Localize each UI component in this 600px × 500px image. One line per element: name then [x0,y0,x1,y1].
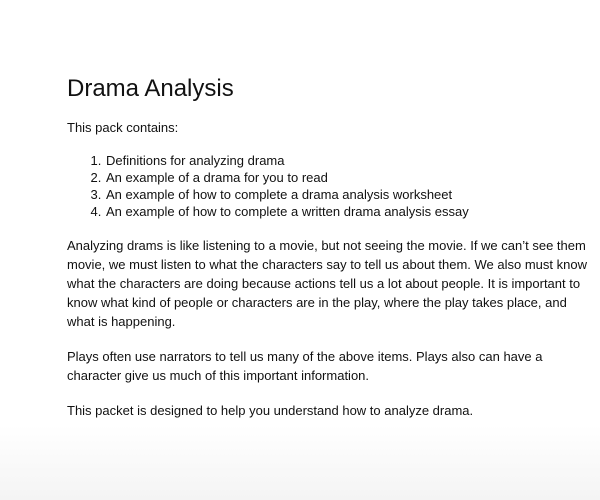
document-title: Drama Analysis [67,75,234,102]
paragraph-analyzing: Analyzing drams is like listening to a movie, but not seeing the movie. If we can’t see them movie, we must listen to what the characters say to tell us about them. We also must know what the characters are doing because actions tell us a lot about people. It is important to know what kind of people or characters are in the play, where the play takes place, and what is happening. [67,238,587,329]
paragraph-purpose: This packet is designed to help you understand how to analyze drama. [67,403,474,418]
list-item: 4. An example of how to complete a written drama analysis essay [105,203,567,220]
list-item: 3. An example of how to complete a drama analysis worksheet [105,186,567,203]
contents-list [67,152,567,220]
intro-text: This pack contains: [67,120,179,135]
list-item: 1. Definitions for analyzing drama [105,152,567,169]
paragraph-narrators: Plays often use narrators to tell us many of the above items. Plays also can have a character give us much of this important information. [67,349,543,383]
list-item: 2. An example of a drama for you to read [105,169,567,186]
document-body [67,74,587,436]
